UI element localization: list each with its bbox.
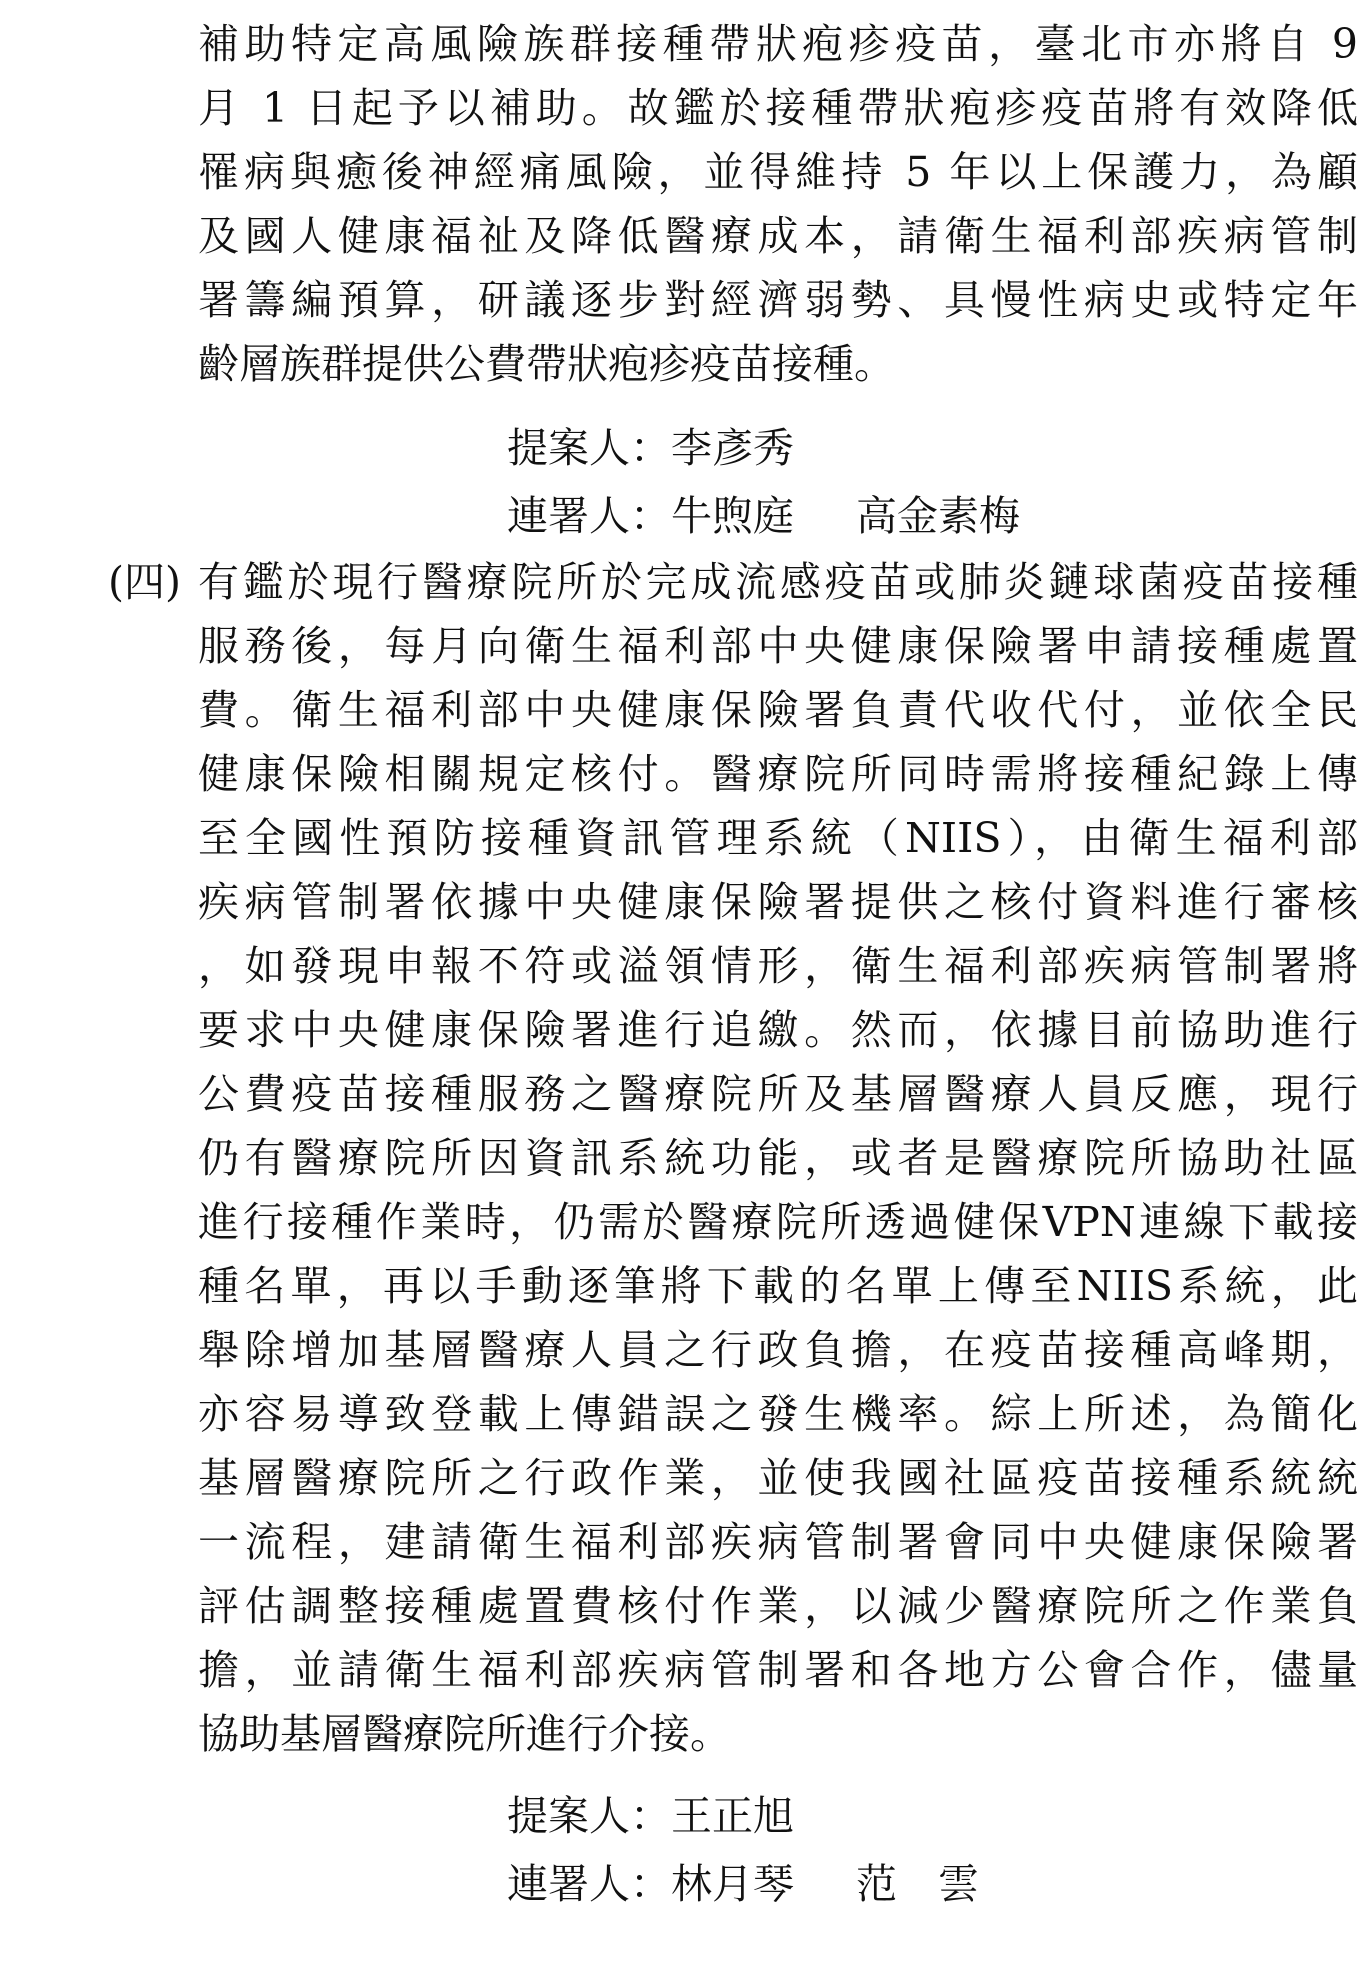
paragraph-line: 亦容易導致登載上傳錯誤之發生機率。綜上所述，為簡化 xyxy=(198,1390,1358,1438)
cosigner-name: 范 雲 xyxy=(856,1860,979,1908)
paragraph-line: 至全國性預防接種資訊管理系統（NIIS），由衛生福利部 xyxy=(198,814,1358,862)
paragraph-line: 評估調整接種處置費核付作業，以減少醫療院所之作業負 xyxy=(198,1582,1358,1630)
proposer-name: 王正旭 xyxy=(671,1792,794,1840)
paragraph-line: 服務後，每月向衛生福利部中央健康保險署申請接種處置 xyxy=(198,622,1358,670)
paragraph-line: 健康保險相關規定核付。醫療院所同時需將接種紀錄上傳 xyxy=(198,750,1358,798)
cosigner-name: 林月琴 xyxy=(671,1860,794,1908)
paragraph-line: 一流程，建請衛生福利部疾病管制署會同中央健康保險署 xyxy=(198,1518,1358,1566)
paragraph-line: 月 1 日起予以補助。故鑑於接種帶狀疱疹疫苗將有效降低 xyxy=(198,84,1358,132)
proposer-name: 李彥秀 xyxy=(671,424,794,472)
paragraph-line: 要求中央健康保險署進行追繳。然而，依據目前協助進行 xyxy=(198,1006,1358,1054)
paragraph-line: 及國人健康福祉及降低醫療成本，請衛生福利部疾病管制 xyxy=(198,212,1358,260)
paragraph-line: 擔，並請衛生福利部疾病管制署和各地方公會合作，儘量 xyxy=(198,1646,1358,1694)
paragraph-line: 署籌編預算，研議逐步對經濟弱勢、具慢性病史或特定年 xyxy=(198,276,1358,324)
cosigner-label: 連署人： xyxy=(507,1860,671,1908)
paragraph-line: 進行接種作業時，仍需於醫療院所透過健保VPN連線下載接 xyxy=(198,1198,1358,1246)
paragraph-line: 罹病與癒後神經痛風險，並得維持 5 年以上保護力，為顧 xyxy=(198,148,1358,196)
paragraph-line: 疾病管制署依據中央健康保險署提供之核付資料進行審核 xyxy=(198,878,1358,926)
cosigner-name: 牛煦庭 xyxy=(671,492,794,540)
paragraph-line: 齡層族群提供公費帶狀疱疹疫苗接種。 xyxy=(198,340,895,388)
cosigner-name: 高金素梅 xyxy=(856,492,1020,540)
paragraph-line: 舉除增加基層醫療人員之行政負擔，在疫苗接種高峰期， xyxy=(198,1326,1358,1374)
paragraph-line: 種名單，再以手動逐筆將下載的名單上傳至NIIS系統，此 xyxy=(198,1262,1358,1310)
cosigner-line xyxy=(507,484,1020,548)
cosigner-label: 連署人： xyxy=(507,492,671,540)
paragraph-line: 有鑑於現行醫療院所於完成流感疫苗或肺炎鏈球菌疫苗接種 xyxy=(198,558,1358,606)
proposer-label: 提案人： xyxy=(507,424,671,472)
paragraph-line: 基層醫療院所之行政作業，並使我國社區疫苗接種系統統 xyxy=(198,1454,1358,1502)
proposer-label: 提案人： xyxy=(507,1792,671,1840)
cosigner-line xyxy=(507,1852,979,1916)
proposer-line xyxy=(507,416,794,480)
paragraph-line: 費。衛生福利部中央健康保險署負責代收代付，並依全民 xyxy=(198,686,1358,734)
paragraph-line: 仍有醫療院所因資訊系統功能，或者是醫療院所協助社區 xyxy=(198,1134,1358,1182)
proposer-line xyxy=(507,1784,794,1848)
item-number-label: (四) xyxy=(108,558,181,606)
paragraph-line: 協助基層醫療院所進行介接。 xyxy=(198,1710,731,1758)
paragraph-line: 補助特定高風險族群接種帶狀疱疹疫苗，臺北市亦將自 9 xyxy=(198,20,1358,68)
paragraph-line: ，如發現申報不符或溢領情形，衛生福利部疾病管制署將 xyxy=(198,942,1358,990)
paragraph-line: 公費疫苗接種服務之醫療院所及基層醫療人員反應，現行 xyxy=(198,1070,1358,1118)
